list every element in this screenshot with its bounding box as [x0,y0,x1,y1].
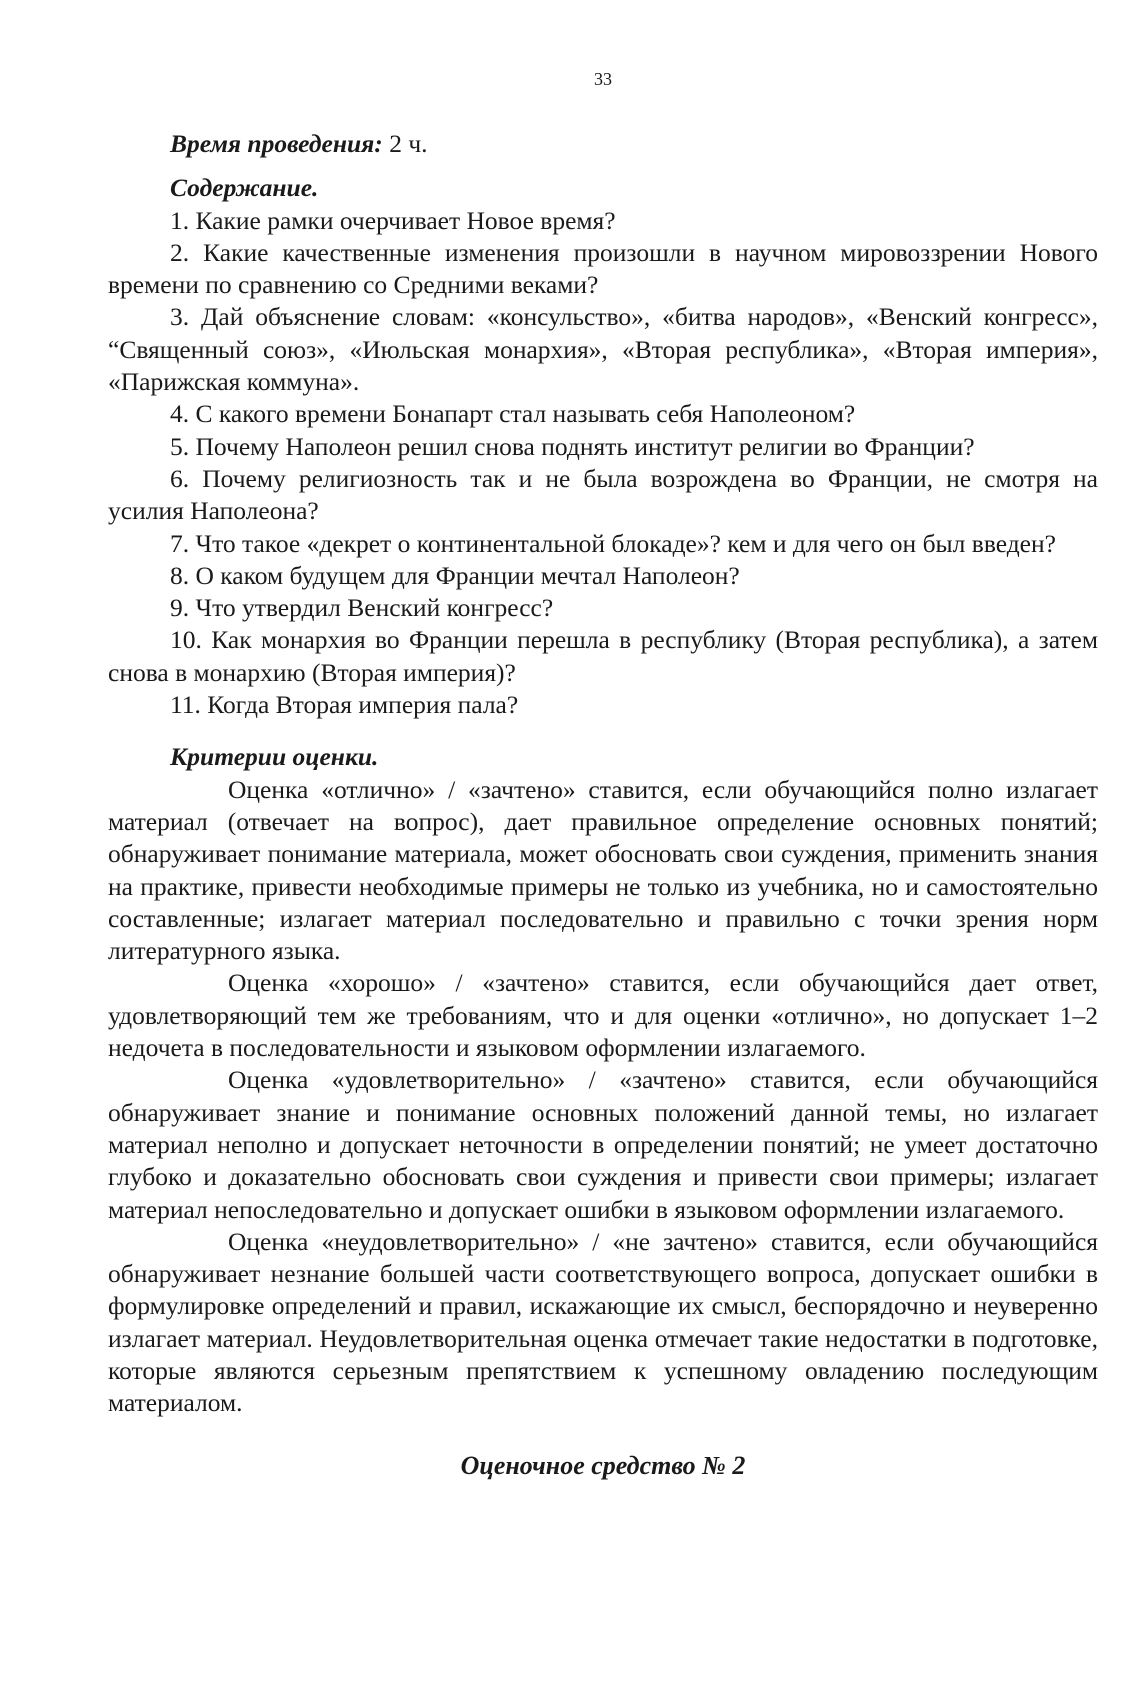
time-value: 2 ч. [382,129,428,158]
time-label: Время проведения: [170,129,383,158]
time-line [108,128,1098,160]
criteria-paragraph: Оценка «хорошо» / «зачтено» ставится, если обучающийся дает ответ, удовлетворяющий тем же требованиям, что и для оценки «отлично», но допускает 1–2 недочета в последовательности и языковом оформлении излагаемого. [108,968,1098,1063]
question-item: 3. Дай объяснение словам: «консульство», «битва народов», «Венский конгресс», “Священный союз», «Июльская монархия», «Вторая республика», «Вторая империя», «Парижская коммуна». [108,302,1098,397]
page-body [108,128,1098,1508]
question-item: 8. О каком будущем для Франции мечтал Наполеон? [170,560,740,590]
content-heading: Содержание. [170,173,319,203]
question-list [108,205,1098,722]
criteria-paragraph: Оценка «неудовлетворительно» / «не зачтено» ставится, если обучающийся обнаруживает незнание большей части соответствующего вопроса, допускает ошибки в формулировке определений и правил, искажающие их смысл, беспорядочно и неуверенно излагает материал. Неудовлетворительная оценка отмечает такие недостатки в подготовке, которые являются серьезным препятствием к успешному овладению последующим материалом. [108,1226,1098,1418]
question-item: 1. Какие рамки очерчивает Новое время? [170,205,616,235]
question-item: 9. Что утвердил Венский конгресс? [170,593,554,623]
criteria-list [108,774,1098,1420]
question-item: 11. Когда Вторая империя пала? [170,690,519,720]
question-item: 2. Какие качественные изменения произошли в научном мировоззрении Нового времени по сравнению со Средними веками? [108,237,1098,300]
criteria-paragraph: Оценка «удовлетворительно» / «зачтено» ставится, если обучающийся обнаруживает знание и понимание основных положений данной темы, но излагает материал неполно и допускает неточности в определении понятий; не умеет достаточно глубоко и доказательно обосновать свои суждения и привести свои примеры; излагает материал непоследовательно и допускает ошибки в языковом оформлении излагаемого. [108,1065,1098,1224]
question-item: 7. Что такое «декрет о континентальной блокаде»? кем и для чего он был введен? [170,528,1056,558]
criteria-paragraph: Оценка «отлично» / «зачтено» ставится, если обучающийся полно излагает материал (отвечает на вопрос), дает правильное определение основных понятий; обнаруживает понимание материала, может обосновать свои суждения, применить знания на практике, привести необходимые примеры не только из учебника, но и самостоятельно составленные; излагает материал последовательно и правильно с точки зрения норм литературного языка. [108,774,1098,966]
question-item: 10. Как монархия во Франции перешла в республику (Вторая республика), а затем снова в монархию (Вторая империя)? [108,625,1098,687]
page-number: 33 [594,69,612,89]
question-item: 6. Почему религиозность так и не была возрождена во Франции, не смотря на усилия Наполеона? [108,463,1098,526]
question-item: 4. С какого времени Бонапарт стал называть себя Наполеоном? [170,399,856,429]
criteria-heading: Критерии оценки. [170,742,379,772]
next-section-title: Оценочное средство № 2 [460,1450,746,1480]
question-item: 5. Почему Наполеон решил снова поднять институт религии во Франции? [170,431,975,461]
